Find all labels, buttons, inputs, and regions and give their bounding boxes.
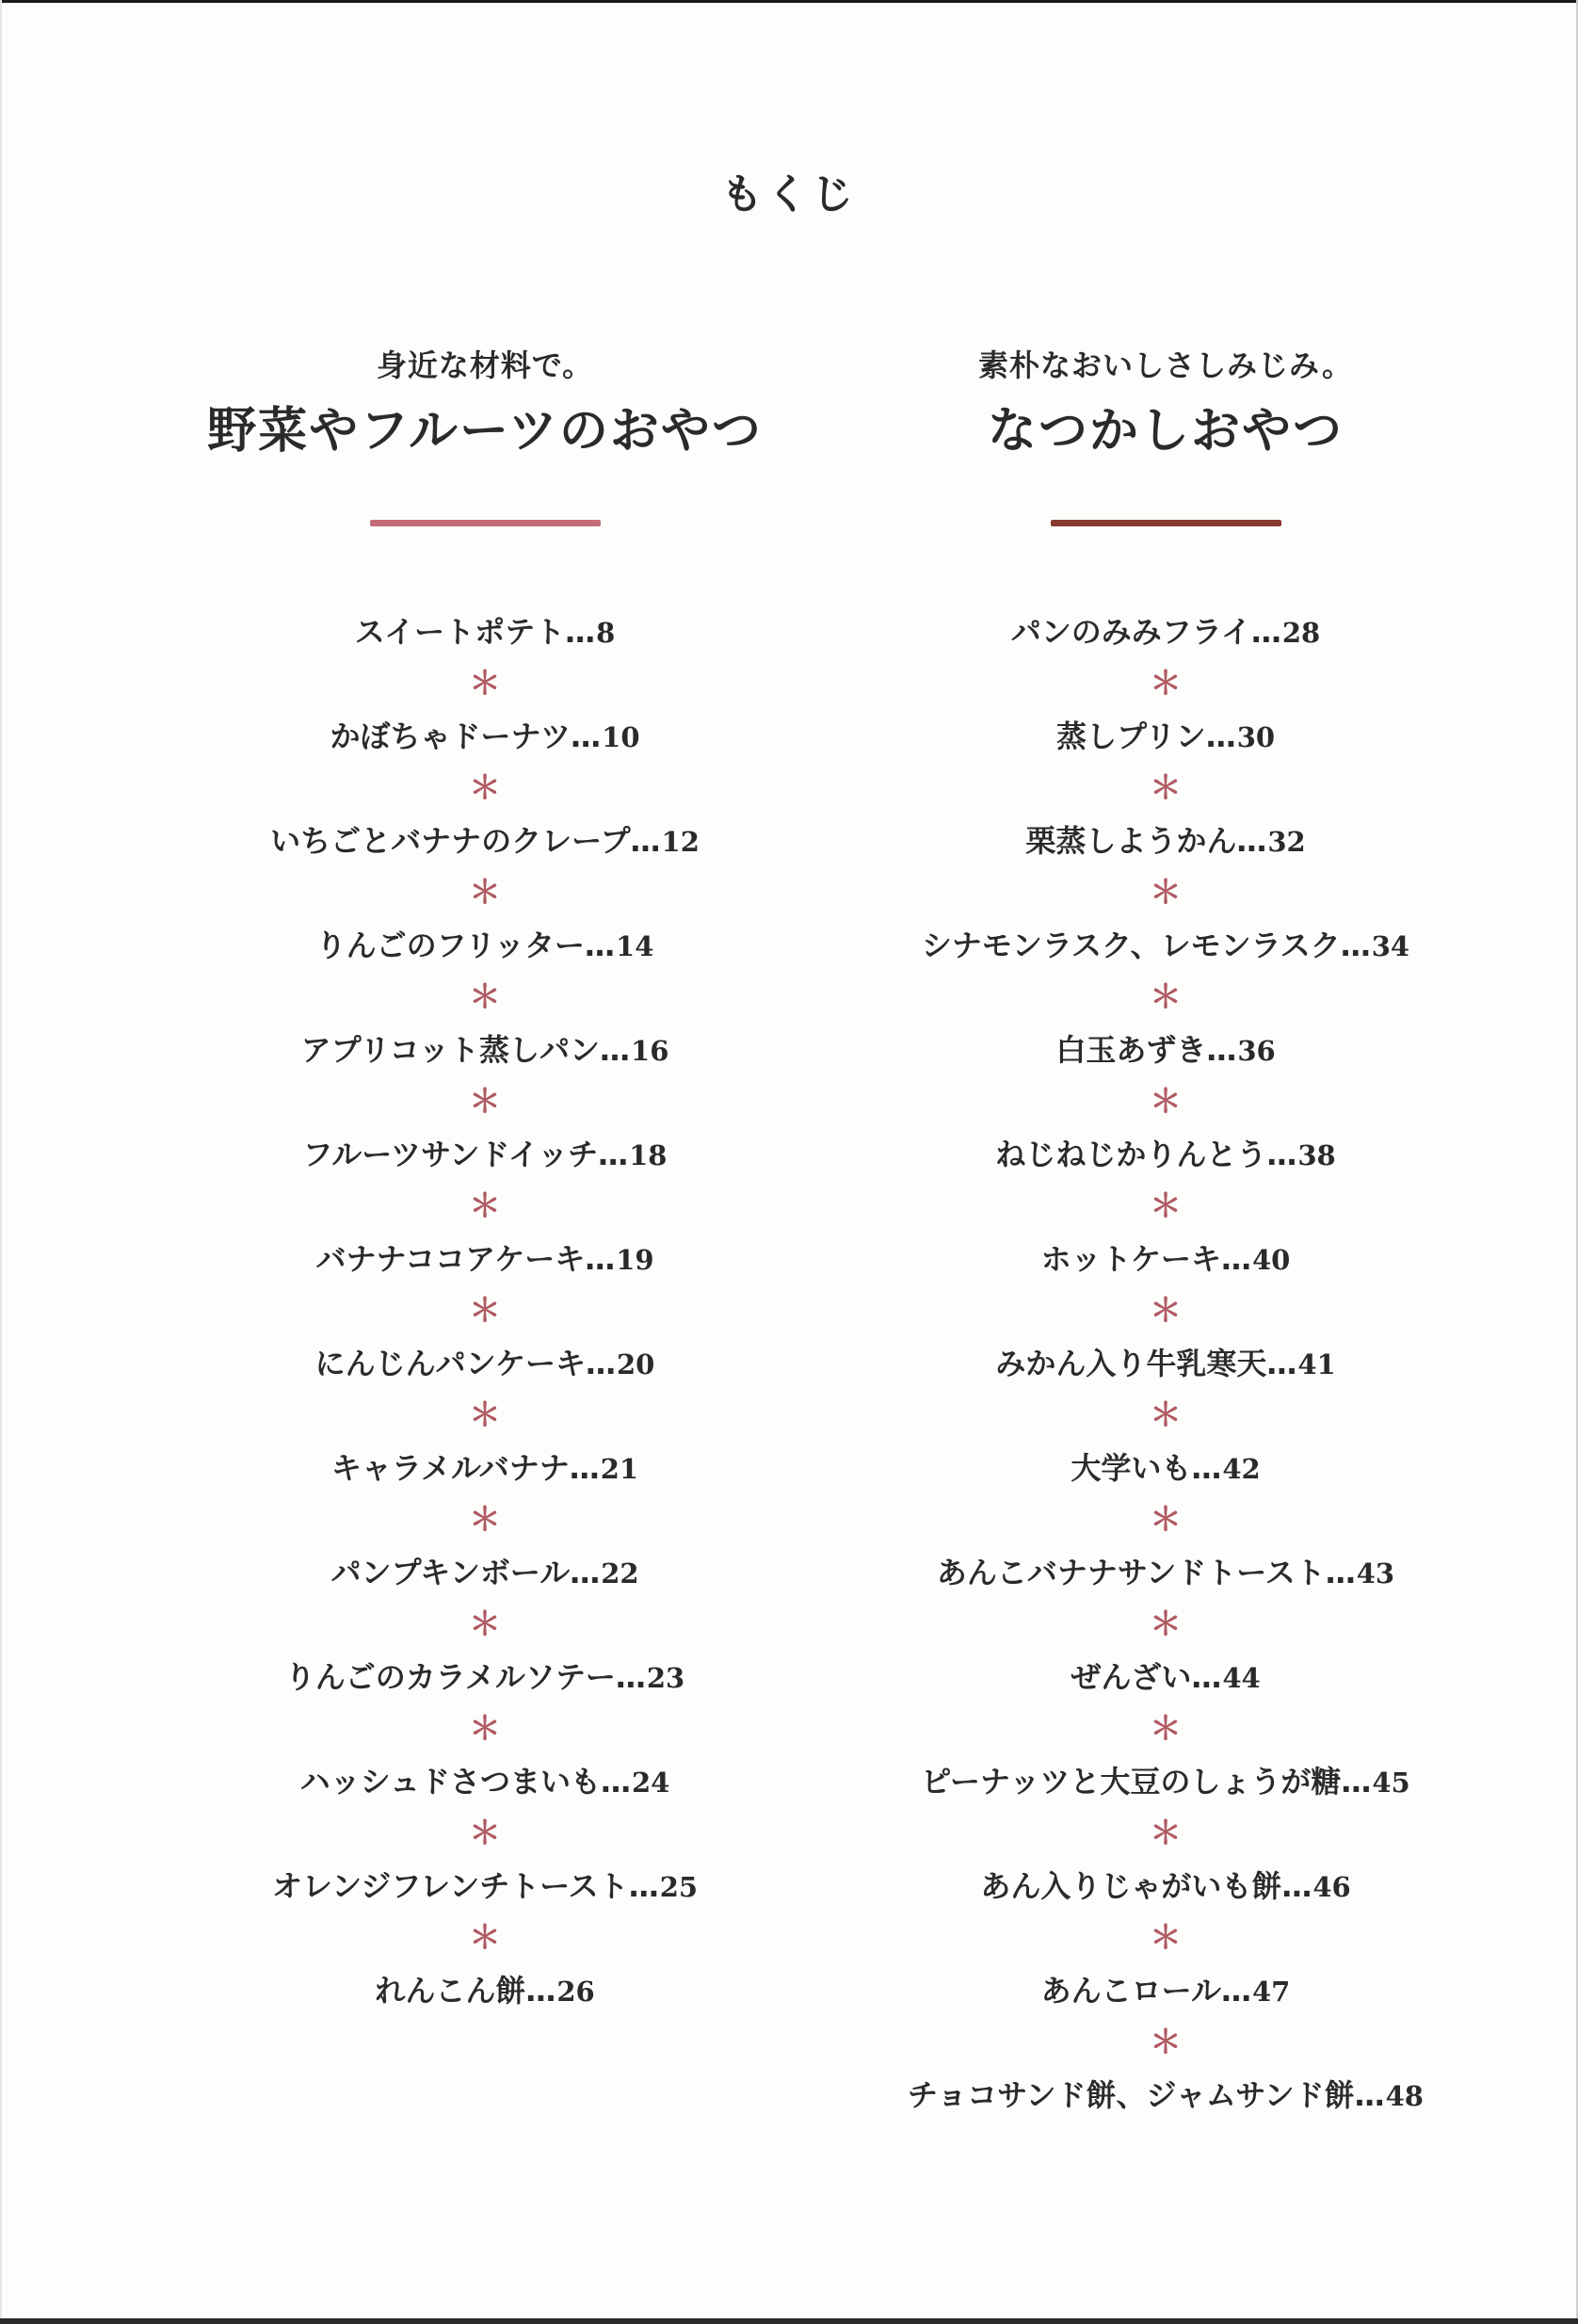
toc-page-number: 16 (631, 1035, 669, 1067)
toc-leader-dots: … (615, 1659, 647, 1695)
toc-page-number: 41 (1297, 1348, 1336, 1380)
separator-asterisk-icon: ＊ (1150, 1606, 1182, 1643)
toc-entry (127, 605, 843, 658)
toc-entry (127, 1651, 843, 1703)
toc-entry-title: 蒸しプリン (1055, 718, 1206, 754)
section-rule-line (1051, 520, 1281, 526)
toc-entry-title: 白玉あずき (1055, 1032, 1207, 1068)
toc-page-number: 28 (1281, 617, 1321, 649)
toc-leader-dots: … (630, 823, 662, 859)
toc-entry (808, 919, 1523, 972)
toc-leader-dots: … (1325, 1555, 1357, 1590)
toc-section-vegetables-fruits (127, 339, 843, 2017)
section-rule-line (370, 520, 601, 526)
toc-leader-dots: … (1266, 1346, 1298, 1381)
toc-entry-title: スイートポテト (354, 614, 566, 650)
separator-asterisk-icon: ＊ (469, 1083, 501, 1121)
toc-entry-title: アプリコット蒸しパン (300, 1032, 601, 1068)
toc-entry (127, 1860, 843, 1912)
toc-leader-dots: … (570, 1555, 602, 1590)
toc-entry-title: ホットケーキ (1040, 1241, 1221, 1277)
toc-leader-dots: … (601, 1764, 632, 1799)
toc-page-number: 25 (659, 1871, 699, 1903)
toc-entry (808, 1755, 1523, 1808)
toc-page-number: 43 (1356, 1557, 1395, 1590)
toc-page-number: 26 (556, 1976, 595, 2008)
toc-entry-title: あんこロール (1040, 1973, 1221, 2009)
toc-page-number: 18 (629, 1139, 668, 1171)
toc-entry (127, 1442, 843, 1494)
toc-list (808, 605, 1523, 2122)
toc-entry (808, 1546, 1523, 1599)
toc-entry-title: バナナココアケーキ (315, 1241, 586, 1277)
toc-entry-title: みかん入り牛乳寒天 (995, 1346, 1267, 1381)
toc-entry (808, 1442, 1523, 1494)
toc-entry-title: ピーナッツと大豆のしょうが糖 (921, 1764, 1342, 1799)
toc-entry (808, 815, 1523, 867)
section-heading: 野菜やフルーツのおやつ (207, 403, 763, 460)
toc-leader-dots: … (1340, 928, 1372, 963)
toc-entry-title: りんごのフリッター (315, 928, 586, 963)
separator-asterisk-icon: ＊ (1150, 2024, 1182, 2061)
page-edge-left (0, 0, 2, 2324)
toc-page-number: 42 (1222, 1453, 1261, 1485)
toc-leader-dots: … (1221, 1973, 1252, 2009)
separator-asterisk-icon: ＊ (1150, 978, 1182, 1016)
toc-entry-title: 大学いも (1071, 1450, 1192, 1486)
toc-entry-title: シナモンラスク、レモンラスク (921, 928, 1341, 963)
toc-entry (127, 1337, 843, 1390)
toc-entry-title: ハッシュドさつまいも (299, 1764, 601, 1799)
toc-leader-dots: … (600, 1032, 632, 1068)
toc-leader-dots: … (1191, 1450, 1223, 1486)
toc-leader-dots: … (1250, 614, 1282, 650)
separator-asterisk-icon: ＊ (1150, 1292, 1182, 1330)
toc-section-nostalgic (808, 339, 1523, 2122)
separator-asterisk-icon: ＊ (1150, 665, 1182, 702)
separator-asterisk-icon: ＊ (469, 978, 501, 1016)
toc-leader-dots: … (585, 1241, 617, 1277)
toc-entry (127, 815, 843, 867)
toc-entry-title: れんこん餅 (375, 1973, 526, 2009)
toc-page-number: 46 (1312, 1871, 1351, 1903)
toc-entry-title: ねじねじかりんとう (995, 1137, 1267, 1172)
toc-page-number: 12 (661, 826, 700, 858)
separator-asterisk-icon: ＊ (469, 1396, 501, 1434)
toc-entry-title: ぜんざい (1071, 1659, 1192, 1695)
page-title: もくじ (721, 170, 857, 218)
toc-entry (127, 1546, 843, 1599)
toc-entry-title: 栗蒸しようかん (1025, 823, 1237, 859)
toc-page-number: 10 (602, 721, 640, 753)
toc-entry (808, 605, 1523, 658)
toc-page-number: 44 (1222, 1662, 1261, 1694)
toc-entry-title: フルーツサンドイッチ (302, 1137, 599, 1172)
toc-entry-title: キャラメルバナナ (330, 1450, 570, 1486)
toc-leader-dots: … (628, 1868, 660, 1904)
separator-asterisk-icon: ＊ (1150, 874, 1182, 912)
toc-leader-dots: … (569, 1450, 601, 1486)
separator-asterisk-icon: ＊ (469, 1187, 501, 1225)
separator-asterisk-icon: ＊ (1150, 1083, 1182, 1121)
toc-leader-dots: … (585, 928, 617, 963)
toc-page-number: 32 (1267, 826, 1306, 858)
toc-page-number: 24 (632, 1767, 670, 1799)
toc-leader-dots: … (1205, 718, 1237, 754)
toc-entry (808, 1024, 1523, 1076)
toc-page-number: 40 (1252, 1244, 1291, 1276)
separator-asterisk-icon: ＊ (1150, 1710, 1182, 1748)
toc-entry (127, 919, 843, 972)
separator-asterisk-icon: ＊ (469, 665, 501, 702)
toc-entry-title: チョコサンド餅、ジャムサンド餅 (908, 2077, 1355, 2113)
toc-leader-dots: … (525, 1973, 557, 2009)
separator-asterisk-icon: ＊ (1150, 1501, 1182, 1539)
toc-page-number: 8 (596, 617, 616, 649)
separator-asterisk-icon: ＊ (1150, 1187, 1182, 1225)
toc-entry (127, 1128, 843, 1181)
toc-page-number: 14 (616, 930, 654, 962)
separator-asterisk-icon: ＊ (1150, 1396, 1182, 1434)
toc-entry (127, 710, 843, 763)
toc-page-number: 36 (1237, 1035, 1276, 1067)
separator-asterisk-icon: ＊ (469, 1919, 501, 1957)
toc-entry-title: あんこバナナサンドトースト (936, 1555, 1326, 1590)
toc-entry-title: りんごのカラメルソテー (284, 1659, 616, 1695)
separator-asterisk-icon: ＊ (1150, 1919, 1182, 1957)
separator-asterisk-icon: ＊ (469, 769, 501, 807)
toc-page-number: 20 (617, 1348, 655, 1380)
separator-asterisk-icon: ＊ (1150, 769, 1182, 807)
toc-leader-dots: … (1191, 1659, 1223, 1695)
toc-leader-dots: … (565, 614, 597, 650)
toc-entry (808, 1651, 1523, 1703)
toc-leader-dots: … (1236, 823, 1268, 859)
toc-list (127, 605, 843, 2017)
toc-entry-title: オレンジフレンチトースト (271, 1868, 629, 1904)
toc-entry-title: かぼちゃドーナツ (330, 718, 572, 754)
toc-page-number: 30 (1236, 721, 1276, 753)
page-edge-top (0, 0, 1578, 3)
toc-entry-title: いちごとバナナのクレープ (270, 823, 631, 859)
toc-leader-dots: … (1221, 1241, 1252, 1277)
separator-asterisk-icon: ＊ (469, 1292, 501, 1330)
toc-entry (127, 1755, 843, 1808)
toc-page-number: 19 (616, 1244, 654, 1276)
toc-entry (127, 1024, 843, 1076)
toc-leader-dots: … (1281, 1868, 1313, 1904)
toc-page-number: 45 (1372, 1767, 1410, 1799)
toc-page-number: 21 (600, 1453, 639, 1485)
toc-entry-title: にんじんパンケーキ (314, 1346, 586, 1381)
toc-entry (127, 1964, 843, 2017)
section-heading: なつかしおやつ (987, 403, 1344, 460)
toc-entry (808, 1128, 1523, 1181)
section-subtitle: 身近な材料で。 (376, 347, 594, 383)
toc-page-number: 47 (1252, 1976, 1291, 2008)
toc-entry (808, 2069, 1523, 2122)
separator-asterisk-icon: ＊ (469, 1606, 501, 1643)
toc-entry (808, 1860, 1523, 1912)
toc-page-number: 23 (646, 1662, 685, 1694)
toc-entry-title: パンプキンボール (330, 1555, 571, 1590)
section-subtitle: 素朴なおいしさしみじみ。 (978, 347, 1353, 383)
separator-asterisk-icon: ＊ (469, 1501, 501, 1539)
toc-leader-dots: … (1354, 2077, 1386, 2113)
toc-page-number: 34 (1371, 930, 1410, 962)
toc-page-number: 38 (1297, 1139, 1336, 1171)
toc-page-number: 48 (1385, 2080, 1424, 2112)
toc-leader-dots: … (1206, 1032, 1238, 1068)
toc-entry (808, 1964, 1523, 2017)
toc-page-number: 22 (601, 1557, 639, 1590)
separator-asterisk-icon: ＊ (469, 1815, 501, 1852)
toc-entry (808, 710, 1523, 763)
separator-asterisk-icon: ＊ (469, 874, 501, 912)
page-edge-bottom (0, 2318, 1578, 2324)
toc-leader-dots: … (1341, 1764, 1373, 1799)
toc-leader-dots: … (1266, 1137, 1298, 1172)
toc-entry (127, 1233, 843, 1285)
toc-leader-dots: … (586, 1346, 617, 1381)
toc-leader-dots: … (571, 718, 603, 754)
separator-asterisk-icon: ＊ (1150, 1815, 1182, 1852)
toc-entry (808, 1337, 1523, 1390)
toc-entry (808, 1233, 1523, 1285)
separator-asterisk-icon: ＊ (469, 1710, 501, 1748)
toc-leader-dots: … (598, 1137, 630, 1172)
toc-entry-title: あん入りじゃがいも餅 (980, 1868, 1282, 1904)
toc-entry-title: パンのみみフライ (1010, 614, 1251, 650)
